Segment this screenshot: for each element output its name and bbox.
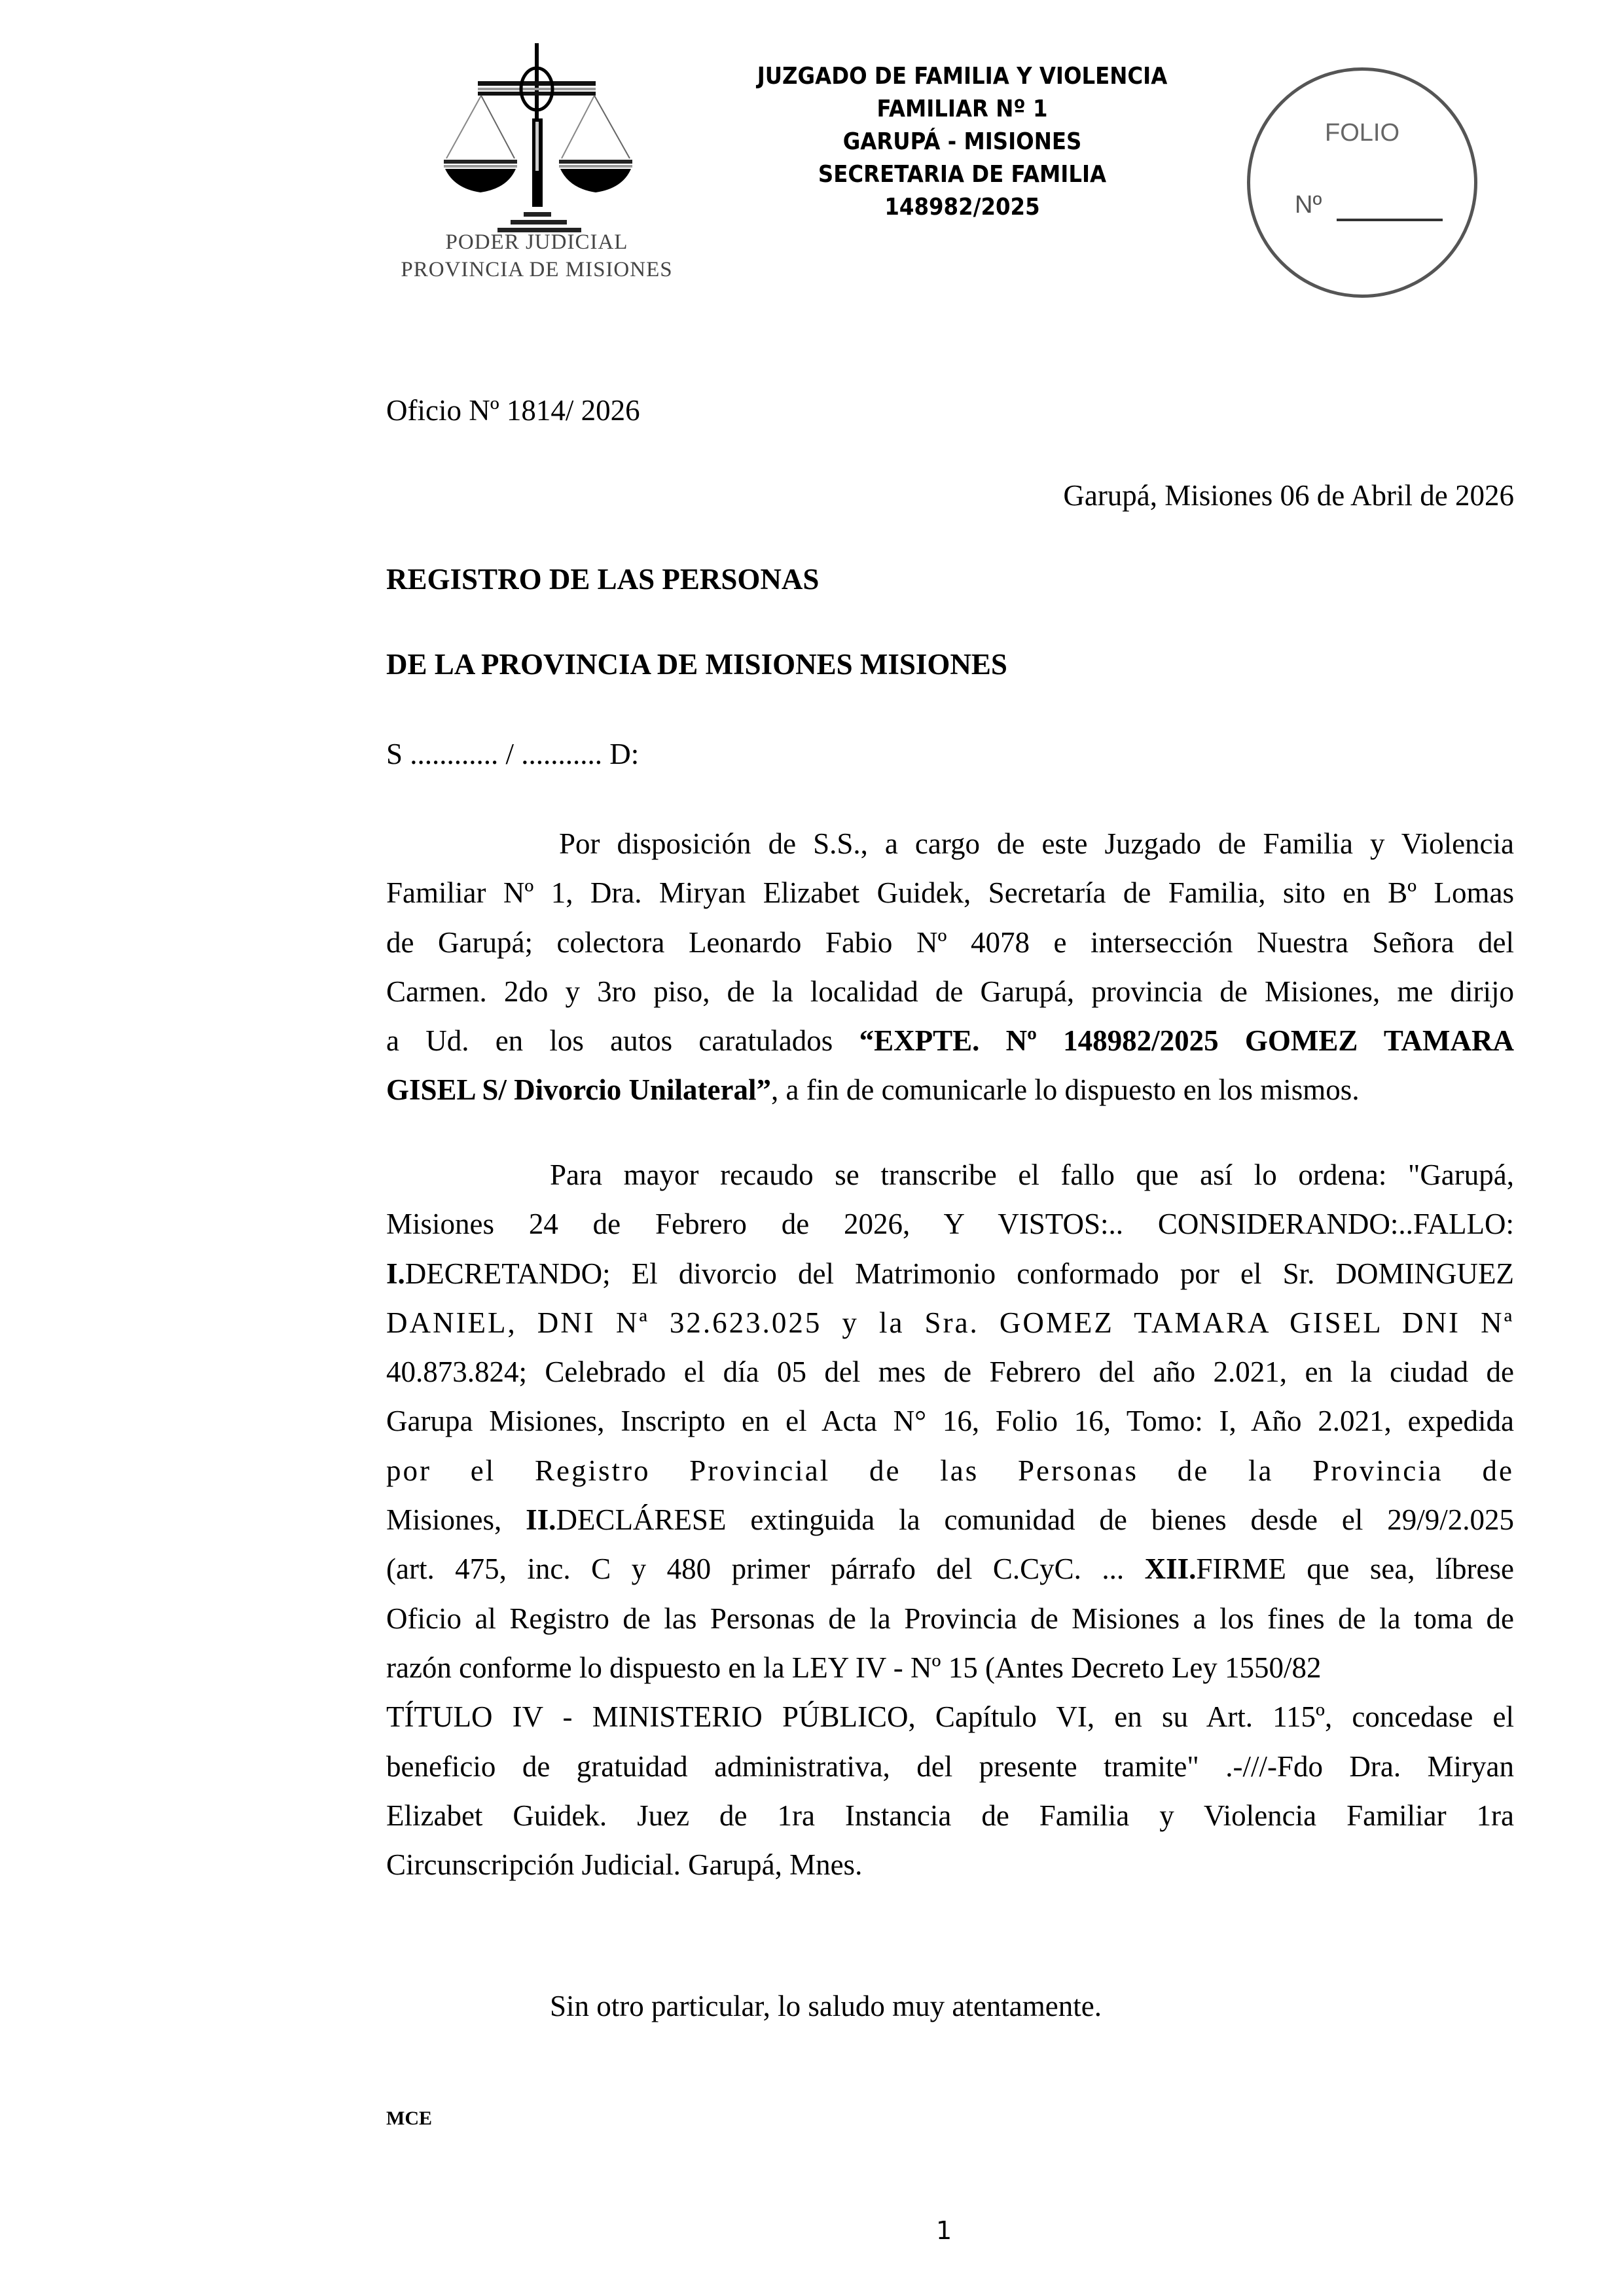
oficio-number: Oficio Nº 1814/ 2026 [386,394,640,427]
folio-number-label: Nº [1295,191,1322,219]
paragraph-line: razón conforme lo dispuesto en la LEY IV - Nº 15 (Antes Decreto Ley 1550/82 [386,1651,1322,1684]
addressee-line: DE LA PROVINCIA DE MISIONES MISIONES [386,648,1007,681]
court-header-line: JUZGADO DE FAMILIA Y VIOLENCIA [757,63,1168,90]
folio-number-blank [1337,219,1443,221]
paragraph-line [386,1016,1514,1066]
court-header-line: GARUPÁ - MISIONES [842,128,1082,155]
paragraph-text: a Ud. en los autos caratulados [386,1024,859,1058]
court-header-line: FAMILIAR Nº 1 [876,96,1048,122]
case-title: “EXPTE. Nº 148982/2025 GOMEZ TAMARA [859,1024,1515,1058]
author-initials: MCE [386,2108,432,2129]
ruling-numeral: II. [526,1503,556,1537]
paragraph-line: Por disposición de S.S., a cargo de este Juzgado de Familia y Violencia [559,827,1514,860]
paragraph-line: por el Registro Provincial de las Personas de la Provincia de [386,1454,1514,1487]
paragraph-line: 40.873.824; Celebrado el día 05 del mes de Febrero del año 2.021, en la ciudad de [386,1355,1514,1389]
paragraph-line: Para mayor recaudo se transcribe el fallo que así lo ordena: "Garupá, [550,1158,1514,1191]
paragraph-line: TÍTULO IV - MINISTERIO PÚBLICO, Capítulo VI, en su Art. 115º, concedase el [386,1700,1514,1734]
paragraph-text: Misiones, [386,1503,526,1537]
paragraph-text: DECRETANDO; El divorcio del Matrimonio conformado por el Sr. DOMINGUEZ [405,1257,1514,1290]
paragraph-line: DANIEL, DNI Nª 32.623.025 y la Sra. GOMEZ TAMARA GISEL DNI Nª [386,1306,1514,1339]
case-number: 148982/2025 [884,194,1040,221]
paragraph-line [386,1545,1514,1594]
paragraph-line: Circunscripción Judicial. Garupá, Mnes. [386,1848,863,1882]
folio-stamp [1247,67,1477,298]
paragraph-ruling-transcript [386,1151,1514,1890]
paragraph-line: Misiones 24 de Febrero de 2026, Y VISTOS:.. CONSIDERANDO:..FALLO: [386,1208,1514,1241]
paragraph-line [386,1496,1514,1545]
folio-label: FOLIO [1324,119,1400,147]
court-header-line: SECRETARIA DE FAMILIA [818,161,1107,188]
judicial-logo [399,43,674,292]
paragraph-line: de Garupá; colectora Leonardo Fabio Nº 4078 e intersección Nuestra Señora del [386,925,1514,959]
place-date: Garupá, Misiones 06 de Abril de 2026 [1063,479,1514,512]
logo-text-poder-judicial: PODER JUDICIAL [445,230,628,254]
paragraph-line: Familiar Nº 1, Dra. Miryan Elizabet Guidek, Secretaría de Familia, sito en Bº Lomas [386,876,1514,910]
paragraph-text: FIRME que sea, líbrese [1196,1552,1514,1586]
paragraph-introduction [386,819,1514,1115]
ruling-numeral: XII. [1144,1552,1197,1586]
court-header [715,60,1210,224]
paragraph-text: , a fin de comunicarle lo dispuesto en los mismos. [770,1073,1360,1107]
paragraph-line: Carmen. 2do y 3ro piso, de la localidad de Garupá, provincia de Misiones, me dirijo [386,975,1514,1008]
case-title: GISEL S/ Divorcio Unilateral” [386,1073,771,1107]
scales-of-justice-icon [399,43,674,233]
paragraph-line [386,1249,1514,1299]
paragraph-line [386,1066,1514,1115]
paragraph-text: (art. 475, inc. C y 480 primer párrafo del C.CyC. ... [386,1552,1145,1586]
addressee-line: REGISTRO DE LAS PERSONAS [386,563,820,596]
logo-text-provincia: PROVINCIA DE MISIONES [401,258,673,281]
salutation: S ............ / ........... D: [386,738,640,770]
paragraph-line: beneficio de gratuidad administrativa, del presente tramite" .-///-Fdo Dra. Miryan [386,1749,1514,1783]
closing-salutation: Sin otro particular, lo saludo muy atentamente. [550,1990,1102,2022]
paragraph-line: Garupa Misiones, Inscripto en el Acta N° 16, Folio 16, Tomo: I, Año 2.021, expedida [386,1405,1514,1438]
paragraph-text: DECLÁRESE extinguida la comunidad de bienes desde el 29/9/2.025 [556,1503,1514,1537]
paragraph-line: Oficio al Registro de las Personas de la Provincia de Misiones a los fines de la toma de [386,1602,1514,1635]
page-number: 1 [936,2216,952,2245]
paragraph-line: Elizabet Guidek. Juez de 1ra Instancia de Familia y Violencia Familiar 1ra [386,1799,1514,1832]
ruling-numeral: I. [386,1257,405,1290]
